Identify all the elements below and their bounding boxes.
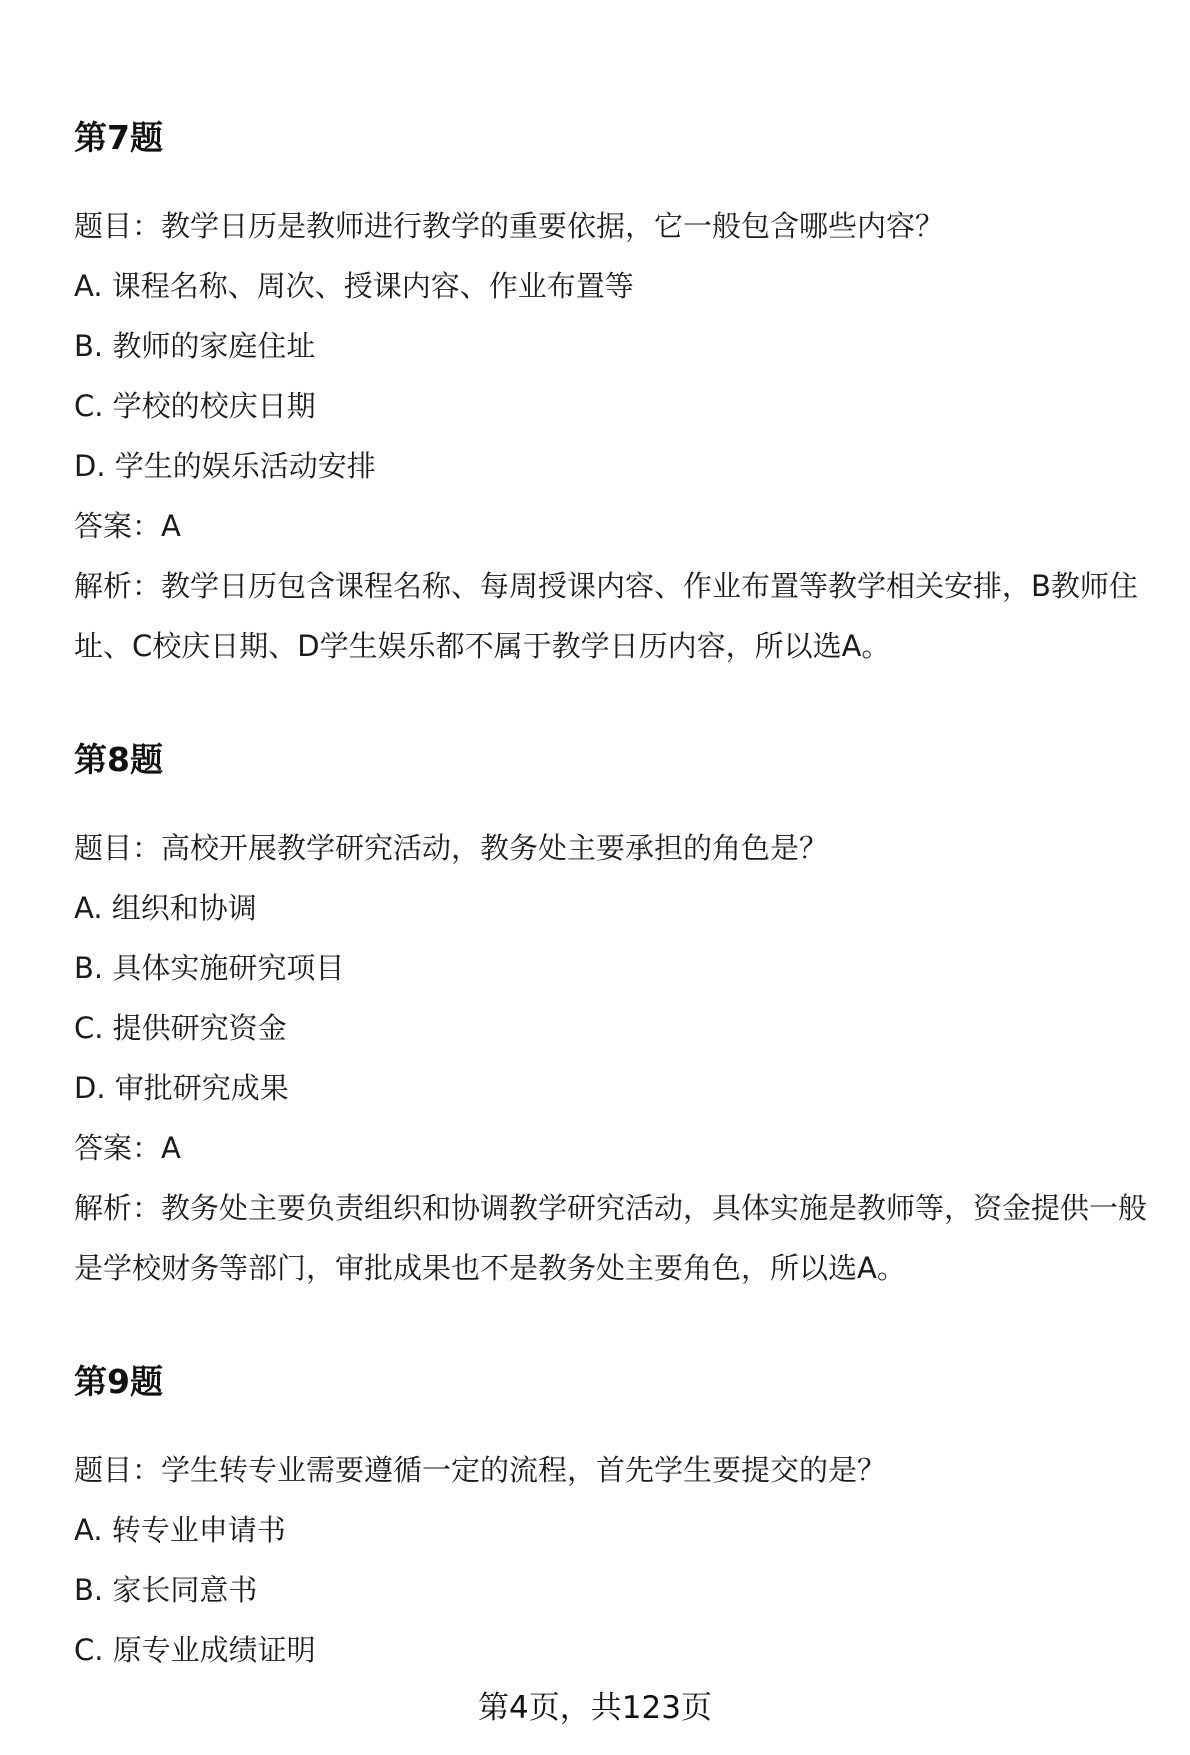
question-9 bbox=[74, 1362, 1164, 1680]
option-b: B. 教师的家庭住址 bbox=[74, 329, 316, 363]
analysis: 解析：教务处主要负责组织和协调教学研究活动，具体实施是教师等，资金提供一般是学校财务等部门，审批成果也不是教务处主要角色，所以选A。 bbox=[74, 1191, 1148, 1285]
option-b: B. 具体实施研究项目 bbox=[74, 951, 345, 985]
question-7 bbox=[74, 118, 1164, 676]
question-stem: 题目：高校开展教学研究活动，教务处主要承担的角色是？ bbox=[74, 831, 829, 865]
question-stem: 题目：学生转专业需要遵循一定的流程，首先学生要提交的是？ bbox=[74, 1453, 887, 1487]
option-a: A. 组织和协调 bbox=[74, 891, 257, 925]
option-c: C. 原专业成绩证明 bbox=[74, 1633, 316, 1667]
answer: 答案：A bbox=[74, 1131, 181, 1165]
answer: 答案：A bbox=[74, 509, 181, 543]
question-8 bbox=[74, 740, 1164, 1298]
option-a: A. 课程名称、周次、授课内容、作业布置等 bbox=[74, 269, 634, 303]
question-stem: 题目：教学日历是教师进行教学的重要依据，它一般包含哪些内容？ bbox=[74, 209, 945, 243]
option-d: D. 学生的娱乐活动安排 bbox=[74, 449, 376, 483]
question-title: 第8题 bbox=[74, 740, 163, 779]
option-a: A. 转专业申请书 bbox=[74, 1513, 286, 1547]
option-c: C. 学校的校庆日期 bbox=[74, 389, 316, 423]
option-d: D. 审批研究成果 bbox=[74, 1071, 289, 1105]
option-b: B. 家长同意书 bbox=[74, 1573, 258, 1607]
question-title: 第7题 bbox=[74, 118, 163, 157]
question-title: 第9题 bbox=[74, 1362, 163, 1401]
page-number: 第4页，共123页 bbox=[478, 1690, 712, 1726]
analysis: 解析：教学日历包含课程名称、每周授课内容、作业布置等教学相关安排，B教师住址、C校庆日期、D学生娱乐都不属于教学日历内容，所以选A。 bbox=[74, 569, 1138, 663]
option-c: C. 提供研究资金 bbox=[74, 1011, 287, 1045]
